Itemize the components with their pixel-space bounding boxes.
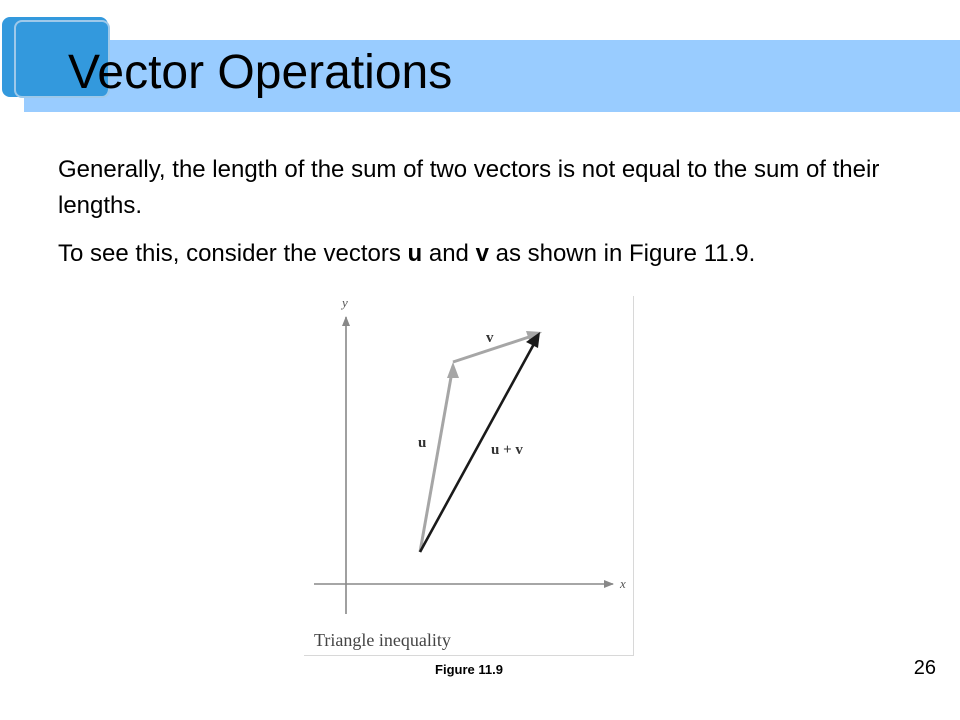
vector-u-arrowhead <box>447 362 459 378</box>
vector-diagram <box>304 296 634 656</box>
figure-caption: Figure 11.9 <box>435 662 503 677</box>
paragraph-text: and <box>422 240 476 267</box>
vector-sum-label: u + v <box>491 442 523 458</box>
vector-u-label: u <box>418 435 427 451</box>
y-axis-label: y <box>342 296 348 310</box>
slide-title: Vector Operations <box>68 46 453 99</box>
page-number: 26 <box>913 657 936 679</box>
x-axis-label: x <box>620 576 626 591</box>
vector-v-label: v <box>486 330 494 346</box>
paragraph-sum-length: Generally, the length of the sum of two vectors is not equal to the sum of their lengths. <box>58 156 880 219</box>
inset-caption: Triangle inequality <box>314 630 451 650</box>
vector-u-bold: u <box>407 240 423 267</box>
paragraph-text: To see this, consider the vectors <box>58 240 408 267</box>
figure-triangle-inequality <box>304 296 634 656</box>
paragraph-consider-vectors <box>58 236 898 272</box>
vector-v-bold: v <box>475 240 489 267</box>
paragraph-text: as shown in Figure 11.9. <box>488 240 756 267</box>
